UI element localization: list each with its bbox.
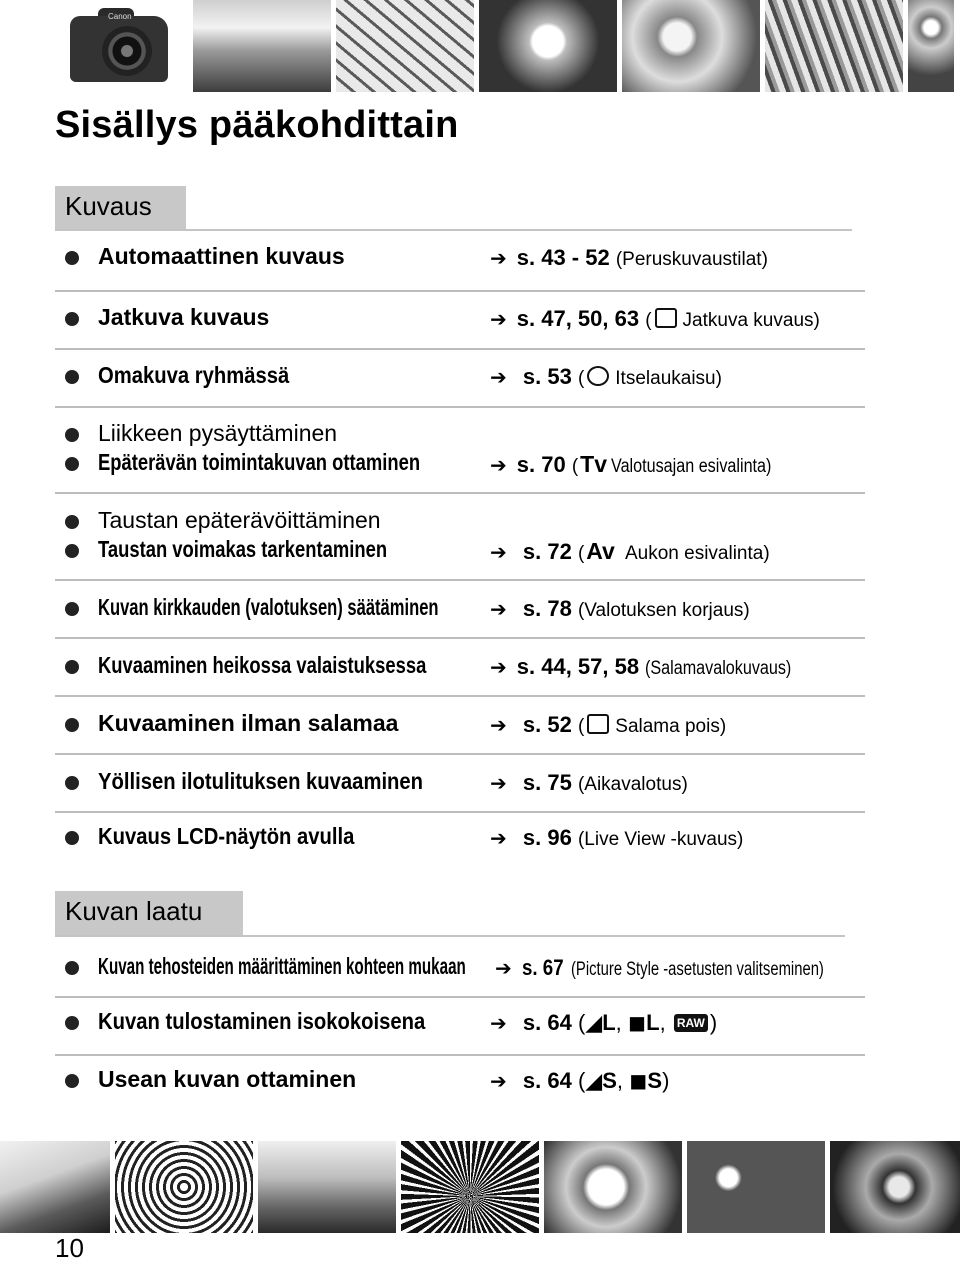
bullet-icon [65,251,79,265]
bullet-icon [65,428,79,442]
camera-lens-icon [102,26,152,76]
arrow-icon: ➔ [490,542,507,564]
row-divider [55,290,865,292]
item-label: Liikkeen pysäyttäminen [98,420,338,446]
section-header-kuvan-laatu [55,891,243,935]
bullet-icon [65,961,79,975]
item-label: Kuvan tulostaminen isokokoisena [98,1008,426,1034]
section-title: Kuvaus [65,191,152,221]
frost-photo [115,1141,253,1233]
row-divider [55,695,865,697]
page-reference: ➔ s. 67 (Picture Style -asetusten valitseminen) [495,955,824,980]
bullet-icon [65,660,79,674]
row-divider [55,1054,865,1056]
quality-normal-icon: ◼ [629,1068,648,1093]
drive-mode-icon [655,308,677,328]
page-title: Sisällys pääkohdittain [55,104,459,146]
bullet-icon [65,544,79,558]
ice-floes-photo [336,0,474,92]
item-label: Epäterävän toimintakuvan ottaminen [98,449,421,475]
bullet-icon [65,1016,79,1030]
page-number: 10 [55,1233,84,1263]
item-label: Kuvaus LCD-näytön avulla [98,823,355,849]
row-divider [55,996,865,998]
arrow-icon: ➔ [490,773,507,795]
item-label: Omakuva ryhmässä [98,362,290,388]
mountain-ridge-photo [258,1141,396,1233]
arrow-icon: ➔ [490,248,507,270]
arrow-icon: ➔ [490,657,507,679]
item-label: Kuvan tehosteiden määrittäminen kohteen mukaan [98,953,466,979]
bullet-icon [65,718,79,732]
item-label: Taustan voimakas tarkentaminen [98,536,388,562]
page-reference: ➔ s. 64 (◢L, ◼L, RAW ) [490,1010,718,1035]
item-label: Usean kuvan ottaminen [98,1066,357,1092]
row-divider [55,579,865,581]
row-divider [55,492,865,494]
fireworks-photo [401,1141,539,1233]
row-divider [55,406,865,408]
section-underline [55,229,852,231]
self-timer-icon [587,366,609,386]
quality-normal-icon: ◼ [627,1010,647,1035]
row-divider [55,637,865,639]
raw-icon: RAW [674,1014,708,1032]
page-reference: ➔ s. 64 (◢S, ◼S) [490,1068,670,1093]
flower-photo [479,0,617,92]
page-reference: ➔ s. 70 (Tv Valotusajan esivalinta) [490,451,772,477]
bullet-icon [65,457,79,471]
arrow-icon: ➔ [490,1013,507,1035]
section-underline [55,935,845,937]
bullet-icon [65,1074,79,1088]
page-reference: ➔ s. 78 (Valotuksen korjaus) [490,596,750,621]
bullet-icon [65,776,79,790]
camera-brand-text: Canon [108,12,132,21]
page-reference: ➔ s. 75 (Aikavalotus) [490,770,688,795]
item-label: Kuvaaminen heikossa valaistuksessa [98,652,427,678]
av-mode-icon: Av [586,538,615,564]
section-header-kuvaus [55,186,186,230]
bullet-icon [65,515,79,529]
daisies-photo [687,1141,825,1233]
row-divider [55,811,865,813]
camera-image [48,0,188,92]
arrow-icon: ➔ [490,309,507,331]
bullet-icon [65,602,79,616]
page-reference: ➔ s. 53 ( Itselaukaisu) [490,364,722,389]
clock-tower-photo [0,1141,110,1233]
item-label: Kuvaaminen ilman salamaa [98,710,399,736]
blossom-photo [622,0,760,92]
arrow-icon: ➔ [490,1071,507,1093]
page-reference: ➔ s. 44, 57, 58 (Salamavalokuvaus) [490,654,792,679]
page-reference: ➔ s. 43 - 52 (Peruskuvaustilat) [490,245,768,270]
quality-fine-icon: ◢ [585,1068,603,1093]
item-label: Jatkuva kuvaus [98,304,270,330]
arrow-icon: ➔ [490,715,507,737]
row-divider [55,753,865,755]
arrow-icon: ➔ [490,828,507,850]
row-divider [55,348,865,350]
item-label: Taustan epäterävöittäminen [98,507,381,533]
bullet-icon [65,831,79,845]
tv-mode-icon: Tv [580,451,607,477]
arrow-icon: ➔ [490,599,507,621]
arrow-icon: ➔ [490,367,507,389]
page-reference: ➔ s. 72 (Av Aukon esivalinta) [490,538,770,564]
bottom-photo-strip [0,1141,960,1233]
page-reference: ➔ s. 47, 50, 63 ( Jatkuva kuvaus) [490,306,820,331]
mountain-photo [193,0,331,92]
top-photo-strip [48,0,954,92]
item-label: Yöllisen ilotulituksen kuvaaminen [98,768,424,794]
arrow-icon: ➔ [495,958,512,980]
bullet-icon [65,312,79,326]
item-label: Automaattinen kuvaus [98,243,345,269]
page-reference: ➔ s. 96 (Live View -kuvaus) [490,825,744,850]
item-label: Kuvan kirkkauden (valotuksen) säätäminen [98,594,439,620]
primrose-photo [544,1141,682,1233]
page-reference: ➔ s. 52 ( Salama pois) [490,712,727,737]
quality-fine-icon: ◢ [585,1010,603,1035]
flash-off-icon [587,714,609,734]
arrow-icon: ➔ [490,455,507,477]
bullet-icon [65,370,79,384]
plant-leaves-photo [765,0,903,92]
foxglove-photo [908,0,954,92]
flower-cluster-photo [830,1141,960,1233]
section-title: Kuvan laatu [65,896,203,926]
